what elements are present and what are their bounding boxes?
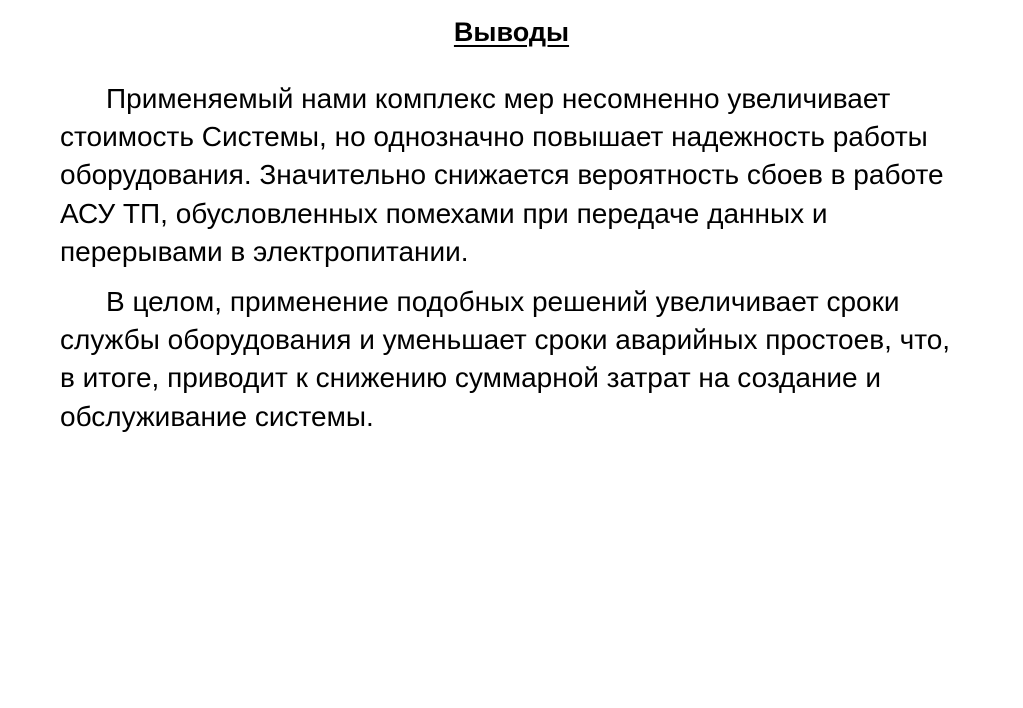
slide-body xyxy=(60,80,970,436)
slide-title-text: Выводы xyxy=(453,17,570,47)
paragraph-conclusion-2: В целом, применение подобных решений увеличивает сроки службы оборудования и уменьшает сроки аварийных простоев, что, в итоге, приводит к снижению суммарной затрат на создание и обслуживание системы. xyxy=(60,286,951,432)
slide-title xyxy=(0,14,1023,50)
paragraph-conclusion-1: Применяемый нами комплекс мер несомненно увеличивает стоимость Системы, но однозначно повышает надежность работы оборудования. Значительно снижается вероятность сбоев в работе АСУ ТП, обусловленных помехами при передаче данных и перерывами в электропитании. xyxy=(60,83,944,267)
